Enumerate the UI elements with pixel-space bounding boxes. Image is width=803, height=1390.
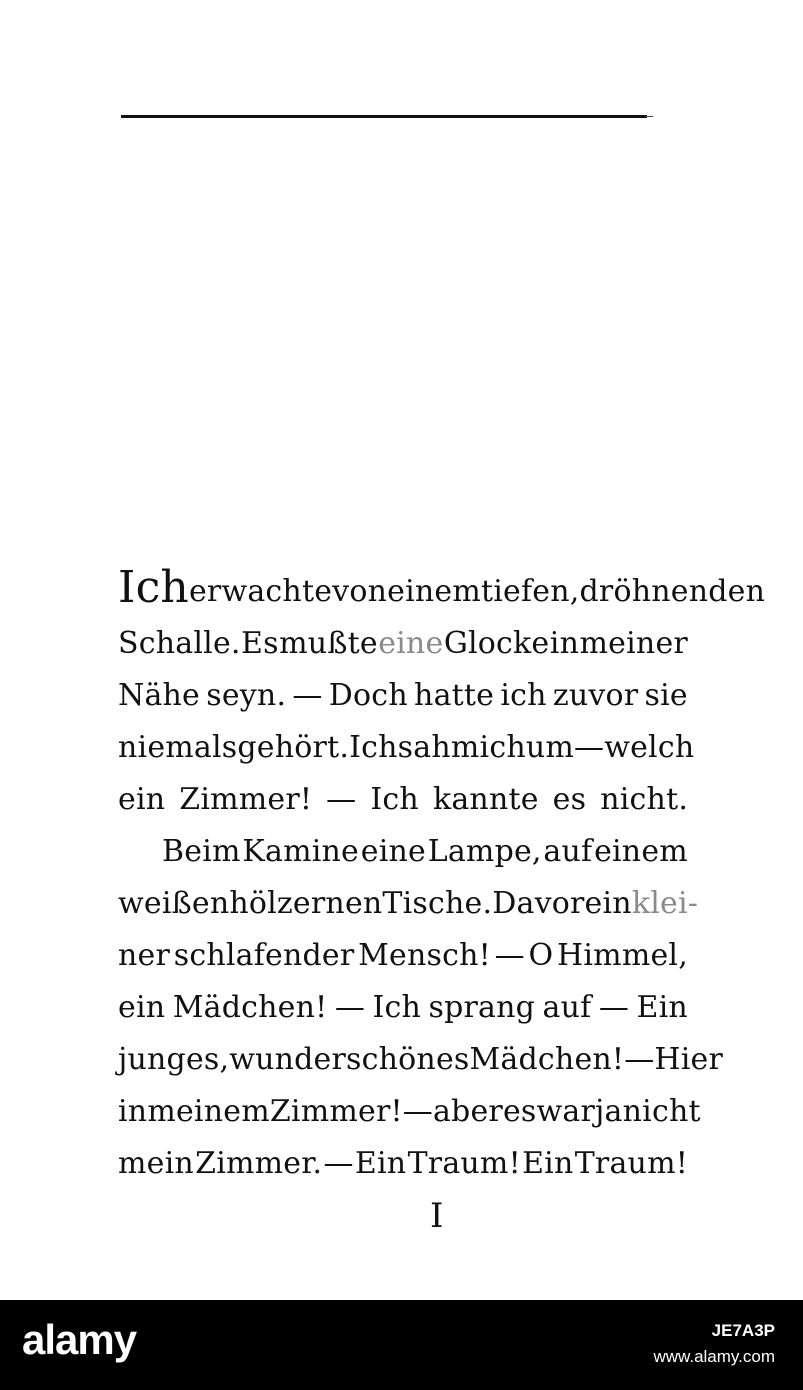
word: junges, [118, 1042, 230, 1077]
word: Ein [636, 990, 688, 1025]
word: meiner [579, 626, 688, 661]
word: Zimmer! [269, 1094, 403, 1129]
top-rule [121, 115, 647, 118]
word: Traum! [407, 1146, 521, 1181]
word: auf [542, 990, 592, 1025]
word: Nähe [118, 678, 201, 713]
word: um [525, 730, 575, 765]
word: Mensch! [358, 938, 491, 973]
body-text [118, 562, 766, 1190]
word: nicht. [600, 782, 689, 817]
word: — [494, 938, 525, 973]
word: Ein [522, 1146, 574, 1181]
text-line-6 [118, 826, 688, 878]
text-line-12 [118, 1138, 688, 1190]
word: Ich [370, 782, 419, 817]
text-line-8 [118, 930, 688, 982]
text-line-11 [118, 1086, 701, 1138]
word: — [402, 1094, 433, 1129]
banner-meta [653, 1318, 775, 1370]
word: Doch [328, 678, 408, 713]
text-line-9 [118, 982, 688, 1034]
word: eine [378, 626, 444, 661]
word: eine [360, 834, 426, 869]
page-signature: I [430, 1196, 444, 1236]
word: weißen [118, 886, 230, 921]
word: wunderschönes [229, 1042, 470, 1077]
word: — [323, 1146, 354, 1181]
word: in [118, 1094, 148, 1129]
word: ein [584, 886, 632, 921]
word: gehört. [237, 730, 350, 765]
word: Ich [349, 730, 398, 765]
word: Mädchen! [172, 990, 328, 1025]
word: klei- [631, 886, 699, 921]
word: auf [543, 834, 593, 869]
word: Zimmer! [179, 782, 313, 817]
word: kannte [432, 782, 539, 817]
word: mußte [279, 626, 378, 661]
word: aber [432, 1094, 503, 1129]
text-line-4 [118, 722, 695, 774]
word: Ich [118, 562, 189, 613]
word: hatte [414, 678, 495, 713]
word: Davor [492, 886, 585, 921]
word: tiefen, [480, 574, 580, 609]
word: seyn. [206, 678, 287, 713]
image-id: JE7A3P [711, 1321, 775, 1340]
word: welch [604, 730, 695, 765]
word: niemals [118, 730, 238, 765]
text-line-1 [118, 562, 766, 618]
word: dröhnenden [579, 574, 766, 609]
text-line-7 [118, 878, 699, 930]
word: es [552, 782, 587, 817]
word: Es [241, 626, 279, 661]
word: — [598, 990, 630, 1025]
word: war [536, 1094, 596, 1129]
word: Kamine [242, 834, 360, 869]
word: ein [118, 990, 166, 1025]
word: meinem [147, 1094, 270, 1129]
word: Hier [654, 1042, 724, 1077]
word: ja [595, 1094, 623, 1129]
word: ein [118, 782, 166, 817]
word: in [549, 626, 580, 661]
text-line-2 [118, 618, 688, 670]
alamy-logo: alamy [22, 1316, 137, 1363]
word: nicht [622, 1094, 701, 1129]
word: Tische. [382, 886, 493, 921]
word: schlafender [173, 938, 355, 973]
word: Zimmer. [195, 1146, 323, 1181]
word: einem [594, 834, 688, 869]
word: Glocke [443, 626, 550, 661]
word: sah [397, 730, 451, 765]
word: sprang [428, 990, 536, 1025]
word: Ich [372, 990, 422, 1025]
word: mich [450, 730, 526, 765]
word: — [334, 990, 366, 1025]
word: zuvor [552, 678, 639, 713]
word: erwachte [188, 574, 333, 609]
word: — [292, 678, 323, 713]
word: sie [644, 678, 688, 713]
word: — [624, 1042, 655, 1077]
word: O [528, 938, 554, 973]
word: ner [118, 938, 171, 973]
word: Schalle. [118, 626, 241, 661]
word: Mädchen! [469, 1042, 625, 1077]
word: einem [387, 574, 481, 609]
word: mein [118, 1146, 194, 1181]
word: von [332, 574, 388, 609]
word: — [326, 782, 357, 817]
text-line-5 [118, 774, 688, 826]
watermark-banner [0, 1300, 803, 1390]
word: ich [500, 678, 547, 713]
word: es [502, 1094, 537, 1129]
word: — [574, 730, 605, 765]
word: Beim [162, 834, 241, 869]
word: hölzernen [229, 886, 383, 921]
text-line-3 [118, 670, 688, 722]
banner-url: www.alamy.com [653, 1347, 775, 1366]
word: Ein [354, 1146, 407, 1181]
word: Traum! [574, 1146, 688, 1181]
text-line-10 [118, 1034, 724, 1086]
word: Lampe, [427, 834, 542, 869]
word: Himmel, [557, 938, 688, 973]
